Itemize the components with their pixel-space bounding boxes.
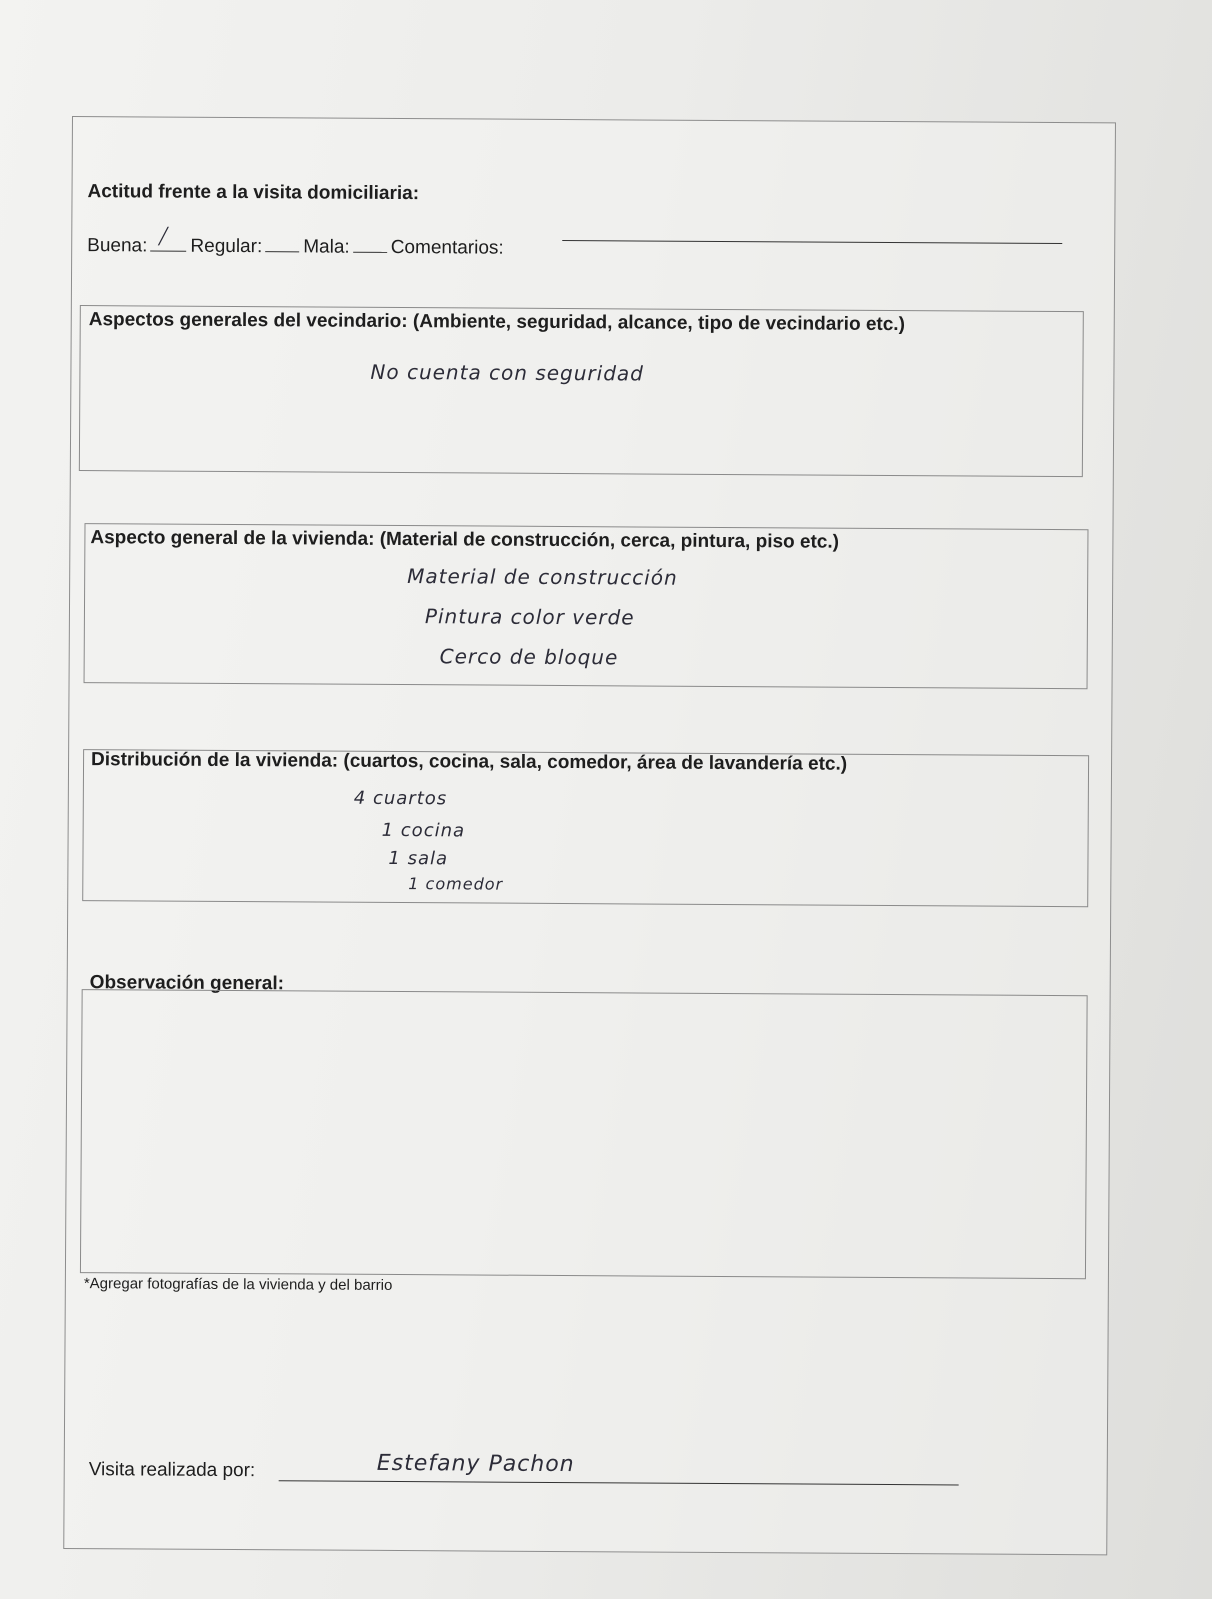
housing-heading: Aspecto general de la vivienda: (Material de construcción, cerca, pintura, piso etc.) xyxy=(90,527,840,553)
photos-footnote: *Agregar fotografías de la vivienda y del barrio xyxy=(83,1275,393,1294)
housing-box[interactable] xyxy=(84,523,1089,689)
form-sheet xyxy=(63,116,1116,1555)
distribution-handwriting-line-4: 1 comedor xyxy=(408,874,504,894)
comentarios-line[interactable] xyxy=(562,240,1062,244)
buena-blank[interactable] xyxy=(150,226,186,251)
distribution-handwriting-line-2: 1 cocina xyxy=(381,819,466,842)
housing-handwriting-line-2: Pintura color verde xyxy=(424,604,635,630)
buena-label: Buena: xyxy=(87,235,148,257)
comentarios-label: Comentarios: xyxy=(390,236,504,259)
regular-blank[interactable] xyxy=(265,233,299,252)
checkmark-icon: ╱ xyxy=(158,226,169,246)
observation-heading: Observación general: xyxy=(89,972,285,995)
visit-signature: Estefany Pachon xyxy=(376,1450,575,1478)
visit-label: Visita realizada por: xyxy=(88,1459,256,1482)
distribution-handwriting-line-3: 1 sala xyxy=(388,847,449,870)
distribution-heading: Distribución de la vivienda: (cuartos, cocina, sala, comedor, área de lavandería etc.) xyxy=(91,749,848,775)
mala-label: Mala: xyxy=(303,236,350,258)
neighborhood-box[interactable] xyxy=(79,305,1084,477)
attitude-heading: Actitud frente a la visita domiciliaria: xyxy=(87,181,420,205)
observation-box[interactable] xyxy=(80,989,1088,1279)
housing-handwriting-line-3: Cerco de bloque xyxy=(439,644,619,670)
housing-handwriting-line-1: Material de construcción xyxy=(407,564,678,590)
attitude-options-row xyxy=(87,226,504,260)
neighborhood-heading: Aspectos generales del vecindario: (Ambiente, seguridad, alcance, tipo de vecindario etc.) xyxy=(88,309,906,336)
neighborhood-handwriting: No cuenta con seguridad xyxy=(370,359,644,386)
visit-signature-line[interactable] xyxy=(279,1480,959,1485)
mala-blank[interactable] xyxy=(353,234,387,253)
distribution-box[interactable] xyxy=(82,749,1089,907)
distribution-handwriting-line-1: 4 cuartos xyxy=(353,787,448,810)
regular-label: Regular: xyxy=(190,235,263,258)
